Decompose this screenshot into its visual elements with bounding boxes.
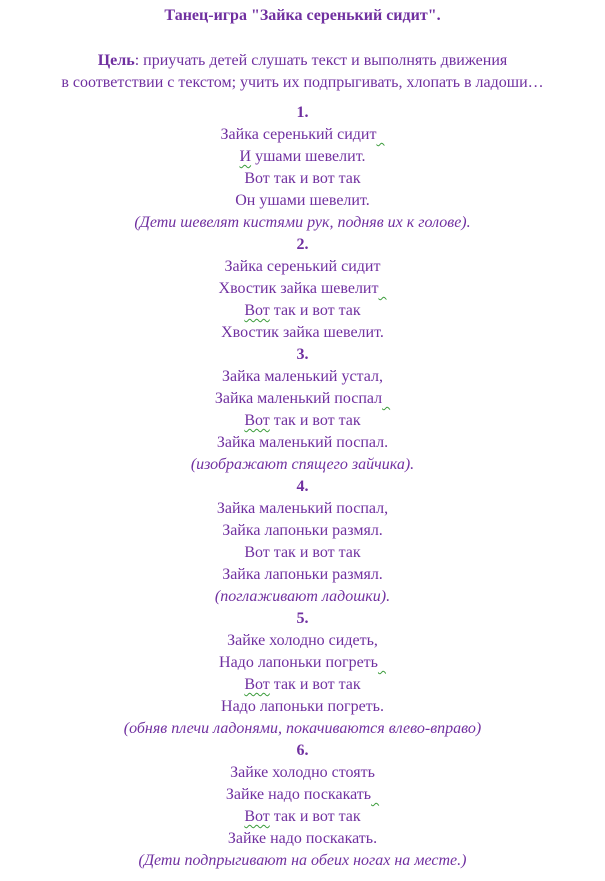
verse-text: Зайка лапоньки размял.	[222, 522, 383, 539]
verse-text: так и вот так	[269, 676, 361, 693]
verse-text: Зайке холодно сидеть,	[227, 632, 378, 649]
verse-line	[0, 278, 605, 300]
verse-line	[0, 256, 605, 278]
goal-label: Цель	[97, 52, 135, 69]
verse-text: Зайка маленький устал,	[222, 368, 383, 385]
verse-text: ушами шевелит.	[251, 148, 366, 165]
verse-line	[0, 828, 605, 850]
verse-text: Надо лапоньки погреть.	[221, 698, 384, 715]
verse-text: Вот так и вот так	[244, 544, 361, 561]
verse-text: Зайке надо поскакать	[225, 786, 372, 803]
verse-line	[0, 168, 605, 190]
document-title: Танец-игра "Зайка серенький сидит".	[164, 7, 441, 24]
verse-text: Хвостик зайка шевелит	[218, 280, 379, 297]
verse-text: Зайка лапоньки размял.	[222, 566, 383, 583]
verse-line	[0, 388, 605, 410]
verse-text: Вот так и вот так	[244, 170, 361, 187]
verse-line	[0, 146, 605, 168]
goal-line-1	[0, 50, 605, 72]
stage-direction: (Дети шевелят кистями рук, подняв их к голове).	[134, 214, 471, 231]
verse-line	[0, 498, 605, 520]
verse-line	[0, 432, 605, 454]
spellcheck-squiggle	[382, 390, 390, 407]
verse-line	[0, 322, 605, 344]
goal-line-2: в соответствии с текстом; учить их подпрыгивать, хлопать в ладоши…	[61, 74, 544, 91]
verse-number: 4.	[296, 478, 309, 495]
verse-line	[0, 806, 605, 828]
verse-number: 6.	[296, 742, 309, 759]
spacer	[0, 26, 605, 50]
spellcheck-squiggle: Вот	[244, 808, 270, 825]
spellcheck-squiggle	[371, 786, 379, 803]
verse-number: 3.	[296, 346, 309, 363]
verse-line	[0, 124, 605, 146]
verse-line	[0, 542, 605, 564]
verse-line	[0, 190, 605, 212]
verse-text: Надо лапоньки погреть	[219, 654, 378, 671]
verse-text: так и вот так	[269, 808, 361, 825]
spellcheck-squiggle: И	[239, 148, 252, 165]
stage-direction: (Дети подпрыгивают на обеих ногах на месте.)	[138, 852, 467, 869]
verse-line	[0, 520, 605, 542]
verse-line	[0, 300, 605, 322]
spellcheck-squiggle: Вот	[244, 676, 270, 693]
verse-text: Зайка серенький сидит	[220, 126, 377, 143]
verse-line	[0, 652, 605, 674]
spellcheck-squiggle	[376, 126, 384, 143]
verse-number: 5.	[296, 610, 309, 627]
verse-line	[0, 674, 605, 696]
verse-text: Хвостик зайка шевелит.	[221, 324, 384, 341]
verse-line	[0, 564, 605, 586]
stage-direction: (изображают спящего зайчика).	[190, 456, 415, 473]
verse-text: Зайке холодно стоять	[230, 764, 375, 781]
stage-direction: (поглаживают ладошки).	[214, 588, 391, 605]
verse-number: 1.	[296, 104, 309, 121]
verse-text: Зайка маленький поспал.	[216, 434, 389, 451]
spellcheck-squiggle	[378, 654, 386, 671]
verse-line	[0, 784, 605, 806]
verse-line	[0, 366, 605, 388]
verse-text: так и вот так	[269, 302, 361, 319]
goal-text-1: : приучать детей слушать текст и выполнять движения	[134, 52, 508, 69]
verse-number: 2.	[296, 236, 309, 253]
verses-container	[0, 102, 605, 872]
spellcheck-squiggle: Вот	[244, 302, 270, 319]
verse-line	[0, 696, 605, 718]
verse-text: Зайке надо поскакать.	[227, 830, 378, 847]
verse-text: так и вот так	[269, 412, 361, 429]
verse-text: Зайка маленький поспал,	[216, 500, 389, 517]
verse-text: Он ушами шевелит.	[235, 192, 370, 209]
stage-direction: (обняв плечи ладонями, покачиваются влево-вправо)	[123, 720, 482, 737]
spellcheck-squiggle	[378, 280, 386, 297]
spellcheck-squiggle: Вот	[244, 412, 270, 429]
verse-text: Зайка серенький сидит	[224, 258, 381, 275]
verse-line	[0, 630, 605, 652]
verse-line	[0, 762, 605, 784]
verse-line	[0, 410, 605, 432]
verse-text: Зайка маленький поспал	[214, 390, 383, 407]
